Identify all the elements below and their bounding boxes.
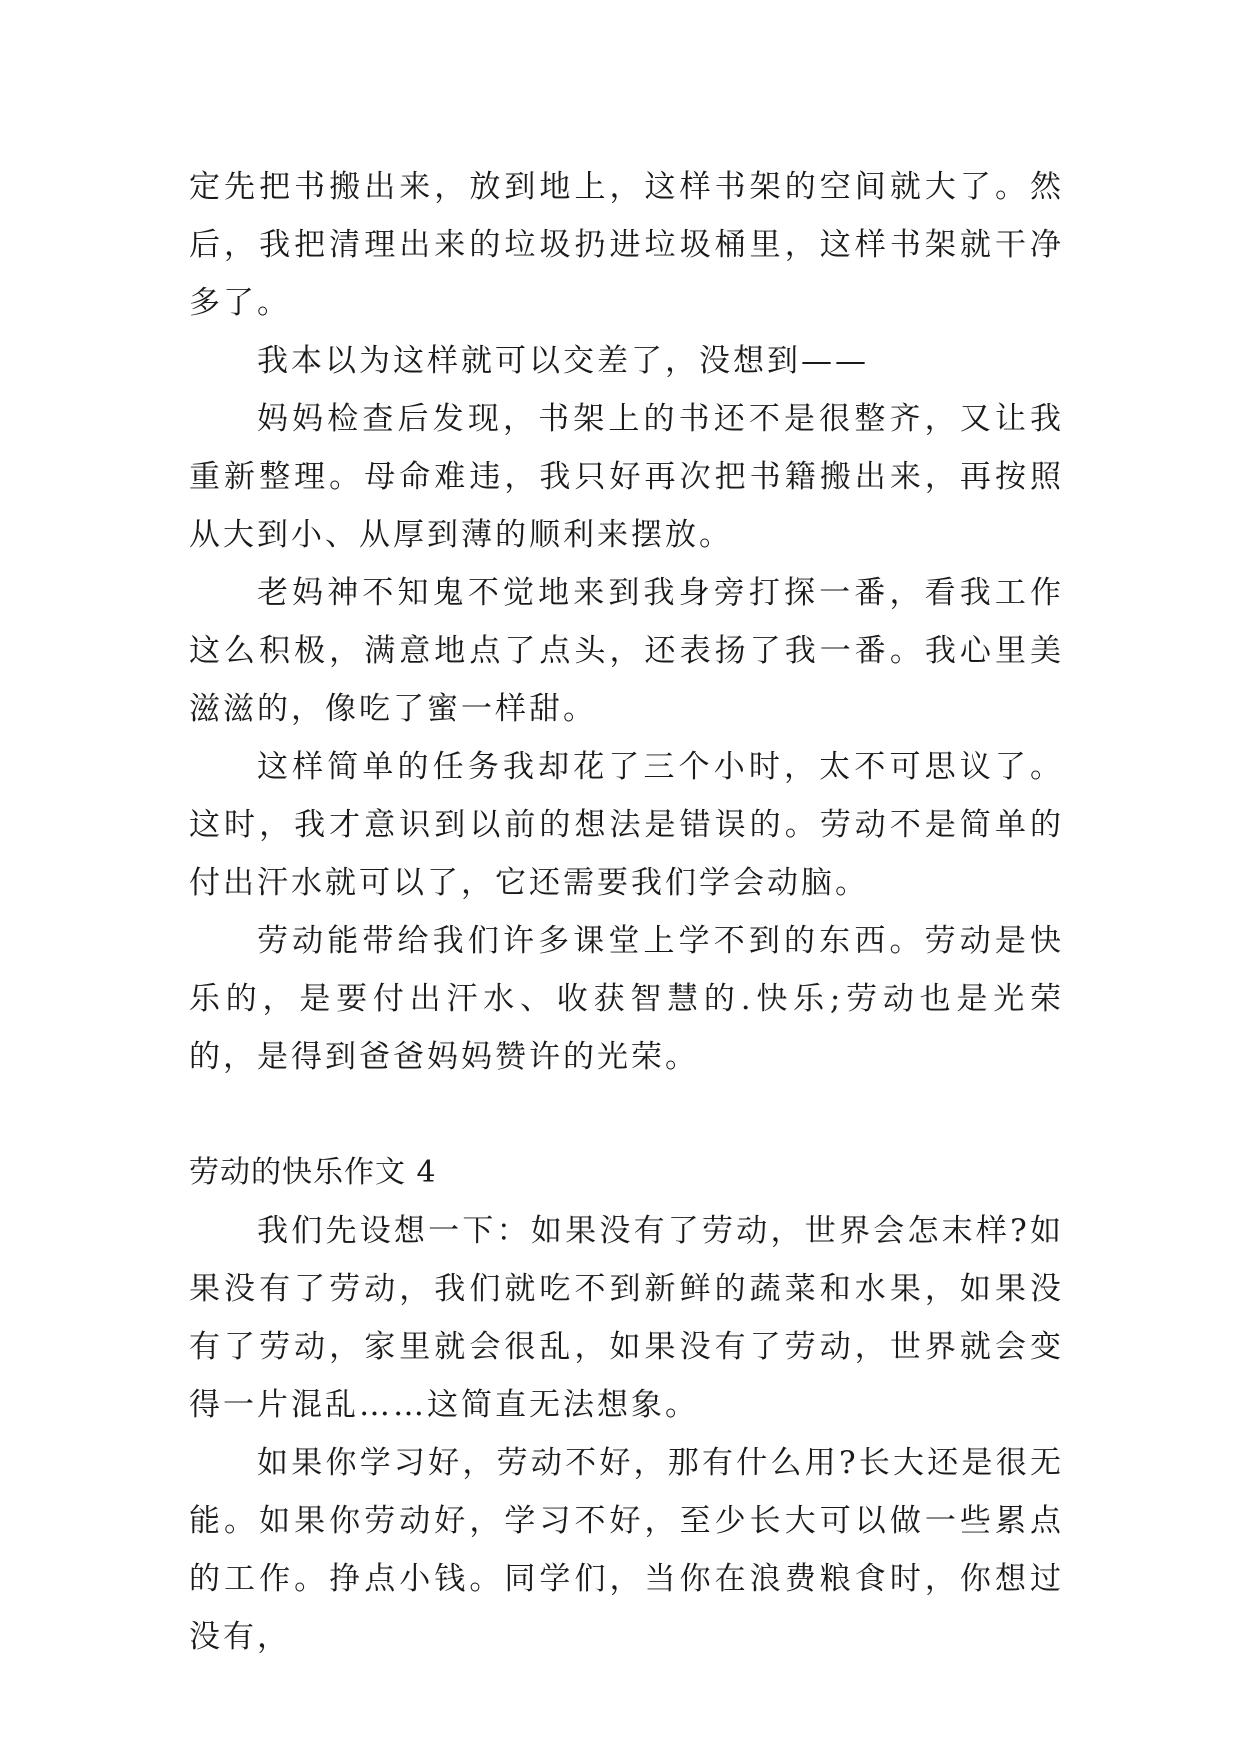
paragraph: 老妈神不知鬼不觉地来到我身旁打探一番，看我工作这么积极，满意地点了点头，还表扬了我一番。我心里美滋滋的，像吃了蜜一样甜。: [189, 575, 1064, 727]
section-gap: [189, 1086, 1064, 1144]
paragraph: 如果你学习好，劳动不好，那有什么用?长大还是很无能。如果你劳动好，学习不好，至少长大可以做一些累点的工作。挣点小钱。同学们，当你在浪费粮食时，你想过没有，: [189, 1445, 1064, 1655]
paragraph: 这样简单的任务我却花了三个小时，太不可思议了。这时，我才意识到以前的想法是错误的。劳动不是简单的付出汗水就可以了，它还需要我们学会动脑。: [189, 749, 1064, 901]
paragraph: 妈妈检查后发现，书架上的书还不是很整齐，又让我重新整理。母命难违，我只好再次把书籍搬出来，再按照从大到小、从厚到薄的顺利来摆放。: [189, 401, 1064, 553]
section-title: 劳动的快乐作文 4: [189, 1155, 437, 1190]
document-body: [189, 158, 1064, 1666]
paragraph: 劳动能带给我们许多课堂上学不到的东西。劳动是快乐的，是要付出汗水、收获智慧的.快乐;劳动也是光荣的，是得到爸爸妈妈赞许的光荣。: [189, 923, 1064, 1075]
paragraph-continued: 定先把书搬出来，放到地上，这样书架的空间就大了。然后，我把清理出来的垃圾扔进垃圾桶里，这样书架就干净多了。: [189, 169, 1064, 321]
paragraph: 我本以为这样就可以交差了，没想到——: [257, 343, 869, 379]
paragraph: 我们先设想一下：如果没有了劳动，世界会怎末样?如果没有了劳动，我们就吃不到新鲜的蔬菜和水果，如果没有了劳动，家里就会很乱，如果没有了劳动，世界就会变得一片混乱……这简直无法想象。: [189, 1213, 1064, 1423]
